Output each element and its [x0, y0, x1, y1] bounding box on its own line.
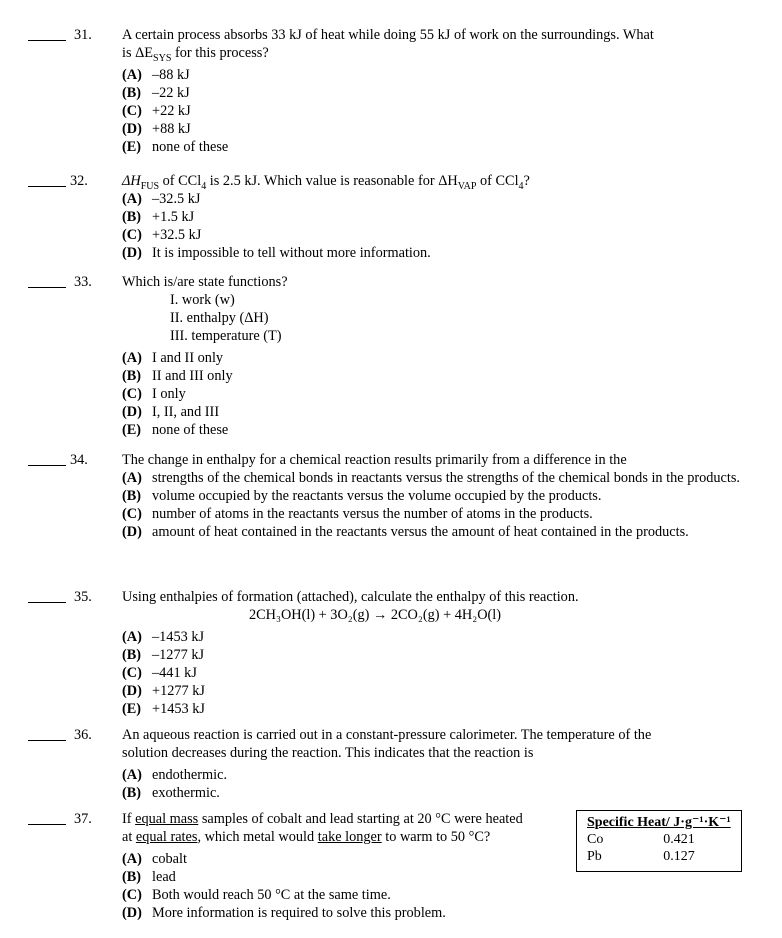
question-body: [122, 273, 748, 439]
question-stem: If equal mass samples of cobalt and lead starting at 20 °C were heated: [122, 811, 523, 827]
question-number: 36.: [74, 727, 92, 743]
question-number: 31.: [74, 27, 92, 43]
question-stem-line2: is $\Delta E_{SYS}$ for this process?: [122, 45, 269, 64]
option-d: (D) +1277 kJ: [122, 683, 205, 699]
option-a: (A) strengths of the chemical bonds in reactants versus the strengths of the chemical bonds in the products.: [122, 470, 741, 486]
answer-blank[interactable]: [28, 287, 66, 288]
option-d: (D) I, II, and III: [122, 404, 220, 420]
option-b: (B) volume occupied by the reactants versus the volume occupied by the products.: [122, 488, 602, 504]
question-stem: Using enthalpies of formation (attached), calculate the enthalpy of this reaction.: [122, 589, 579, 605]
question-stem: An aqueous reaction is carried out in a constant-pressure calorimeter. The temperature of the: [122, 727, 652, 743]
question-stem: A certain process absorbs 33 kJ of heat while doing 55 kJ of work on the surroundings. What: [122, 27, 654, 43]
option-b: (B) lead: [122, 869, 176, 885]
option-e: (E) none of these: [122, 422, 229, 438]
metal-cell: Co: [587, 832, 604, 847]
option-a: (A) I and II only: [122, 350, 224, 366]
option-e: (E) +1453 kJ: [122, 701, 205, 717]
metal-cell: Pb: [587, 849, 602, 864]
answer-blank[interactable]: [28, 186, 66, 187]
option-b: (B) exothermic.: [122, 785, 220, 801]
question-number: 34.: [70, 452, 88, 468]
question-stem-line2: at equal rates, which metal would take longer to warm to 50 °C?: [122, 829, 491, 845]
option-b: (B) +1.5 kJ: [122, 209, 195, 225]
question-body: [122, 726, 748, 802]
answer-blank[interactable]: [28, 465, 66, 466]
table-row: [577, 831, 742, 848]
option-c: (C) number of atoms in the reactants versus the number of atoms in the products.: [122, 506, 593, 522]
question-body: [122, 172, 748, 262]
question-stem: Which is/are state functions?: [122, 274, 288, 290]
option-a: (A) –88 kJ: [122, 67, 190, 83]
roman-item-1: I. work (w): [170, 292, 235, 308]
option-a: (A) –1453 kJ: [122, 629, 205, 645]
option-d: (D) +88 kJ: [122, 121, 191, 137]
value-cell: 0.421: [663, 832, 695, 847]
question-stem: $\Delta H_{FUS}$ of CCl$_4$ is 2.5 kJ. Which value is reasonable for $\Delta H_{VAP}$ of CCl$_4$?: [122, 173, 530, 192]
question-body: [122, 26, 748, 156]
answer-blank[interactable]: [28, 602, 66, 603]
table-header: Specific Heat/ J·g⁻¹·K⁻¹: [587, 815, 731, 830]
question-body: [122, 588, 748, 718]
option-c: (C) +32.5 kJ: [122, 227, 202, 243]
option-c: (C) +22 kJ: [122, 103, 191, 119]
option-d: (D) It is impossible to tell without more information.: [122, 245, 431, 261]
option-b: (B) –1277 kJ: [122, 647, 205, 663]
option-b: (B) –22 kJ: [122, 85, 190, 101]
question-stem-line2: solution decreases during the reaction. This indicates that the reaction is: [122, 745, 534, 761]
option-d: (D) amount of heat contained in the reactants versus the amount of heat contained in the products.: [122, 524, 689, 540]
question-body: [122, 451, 748, 541]
option-a: (A) –32.5 kJ: [122, 191, 201, 207]
table-row: [577, 848, 742, 872]
option-d: (D) More information is required to solve this problem.: [122, 905, 446, 921]
roman-item-3: III. temperature (T): [170, 328, 282, 344]
value-cell: 0.127: [663, 849, 695, 864]
specific-heat-table: [576, 810, 742, 872]
option-c: (C) –441 kJ: [122, 665, 197, 681]
reaction-equation: 2CH₃OH(l) + 3O₂(g) → 2CO₂(g) + 4H₂O(l): [248, 607, 502, 623]
option-e: (E) none of these: [122, 139, 229, 155]
option-b: (B) II and III only: [122, 368, 233, 384]
question-number: 33.: [74, 274, 92, 290]
option-c: (C) Both would reach 50 °C at the same time.: [122, 887, 391, 903]
answer-blank[interactable]: [28, 40, 66, 41]
question-stem: The change in enthalpy for a chemical reaction results primarily from a difference in the: [122, 452, 627, 468]
option-a: (A) cobalt: [122, 851, 187, 867]
question-number: 37.: [74, 811, 92, 827]
answer-blank[interactable]: [28, 824, 66, 825]
option-c: (C) I only: [122, 386, 186, 402]
question-number: 35.: [74, 589, 92, 605]
question-number: 32.: [70, 173, 88, 189]
roman-item-2: II. enthalpy (ΔH): [170, 310, 269, 326]
option-a: (A) endothermic.: [122, 767, 228, 783]
answer-blank[interactable]: [28, 740, 66, 741]
